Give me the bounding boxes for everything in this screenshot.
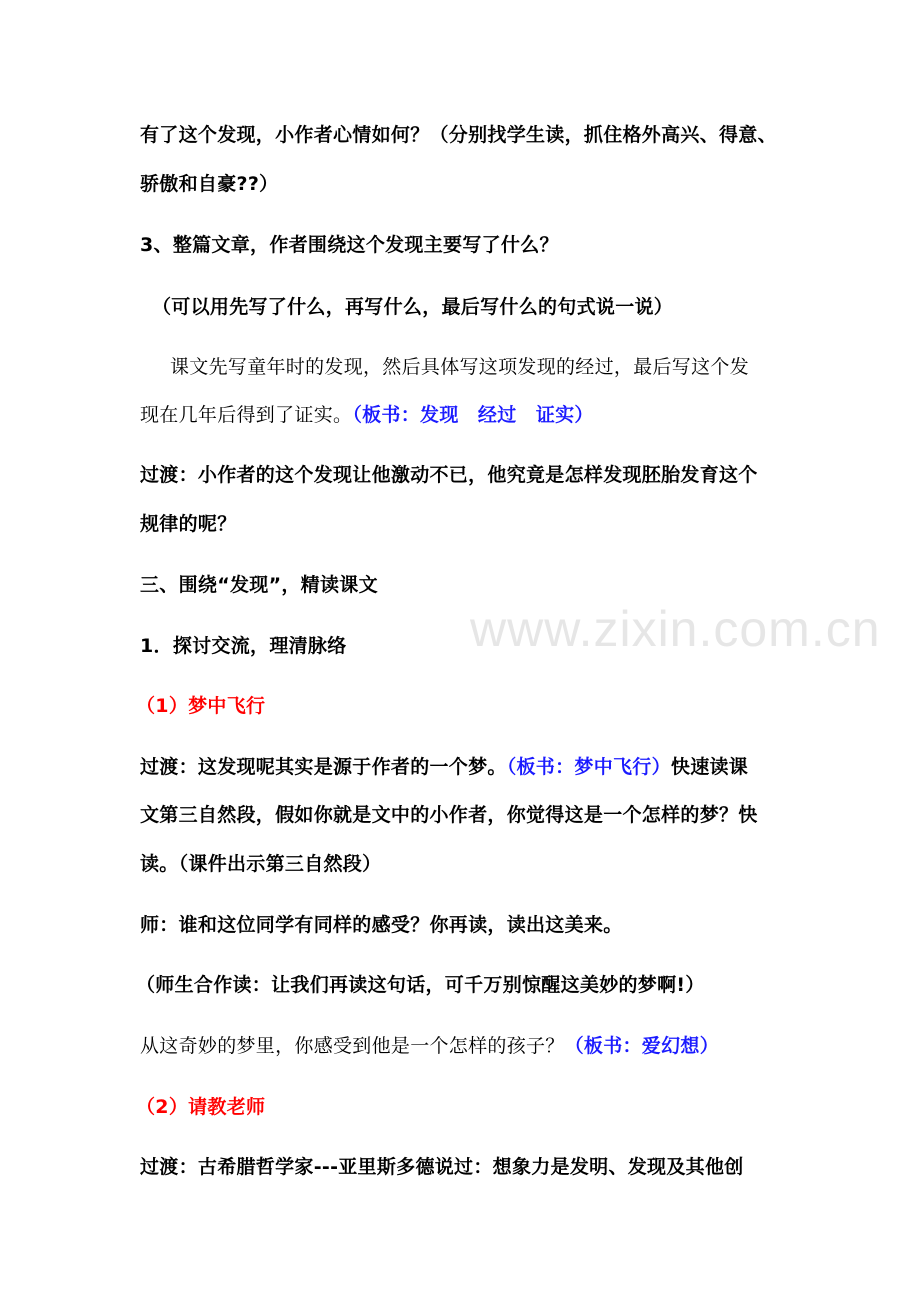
paragraph-line — [140, 754, 748, 780]
paragraph-line: 师：谁和这位同学有同样的感受？你再读，读出这美来。 — [140, 914, 623, 936]
paragraph-line: 有了这个发现，小作者心情如何？（分别找学生读，抓住格外高兴、得意、 — [140, 124, 777, 146]
paragraph-line: （可以用先写了什么，再写什么，最后写什么的句式说一说） — [152, 296, 674, 318]
paragraph-line: 骄傲和自豪??） — [140, 173, 279, 195]
body-text: 过渡：这发现呢其实是源于作者的一个梦。 — [140, 756, 507, 778]
subsection-title: （2）请教老师 — [136, 1096, 266, 1118]
paragraph-line — [140, 1033, 719, 1059]
blackboard-note: （板书：梦中飞行） — [506, 756, 671, 778]
body-text: 快速读课 — [670, 756, 749, 778]
paragraph-line: 过渡：小作者的这个发现让他激动不已，他究竟是怎样发现胚胎发育这个 — [140, 464, 758, 486]
paragraph-line: 规律的呢？ — [140, 513, 237, 535]
subsection-heading: 1．探讨交流，理清脉络 — [140, 635, 347, 657]
watermark: www.zixin.com.cn — [470, 601, 881, 657]
paragraph-line — [140, 402, 594, 428]
blackboard-note: （板书：发现 经过 证实） — [352, 404, 594, 426]
section-heading: 3、整篇文章，作者围绕这个发现主要写了什么？ — [140, 234, 559, 256]
paragraph-line: （师生合作读：让我们再读这句话，可千万别惊醒这美妙的梦啊!） — [136, 974, 705, 996]
paragraph-line: 课文先写童年时的发现，然后具体写这项发现的经过，最后写这个发 — [170, 356, 750, 378]
paragraph-line: 文第三自然段，假如你就是文中的小作者，你觉得这是一个怎样的梦？快 — [140, 804, 758, 826]
body-text: 从这奇妙的梦里，你感受到他是一个怎样的孩子？ — [140, 1035, 565, 1057]
paragraph-line: 过渡：古希腊哲学家---亚里斯多德说过：想象力是发明、发现及其他创 — [140, 1156, 744, 1178]
paragraph-line: 读。（课件出示第三自然段） — [140, 853, 382, 875]
section-heading: 三、围绕“发现”，精读课文 — [140, 574, 378, 596]
subsection-title: （1）梦中飞行 — [136, 695, 266, 717]
blackboard-note: （板书：爱幻想） — [564, 1035, 720, 1057]
body-text: 现在几年后得到了证实。 — [140, 404, 353, 426]
